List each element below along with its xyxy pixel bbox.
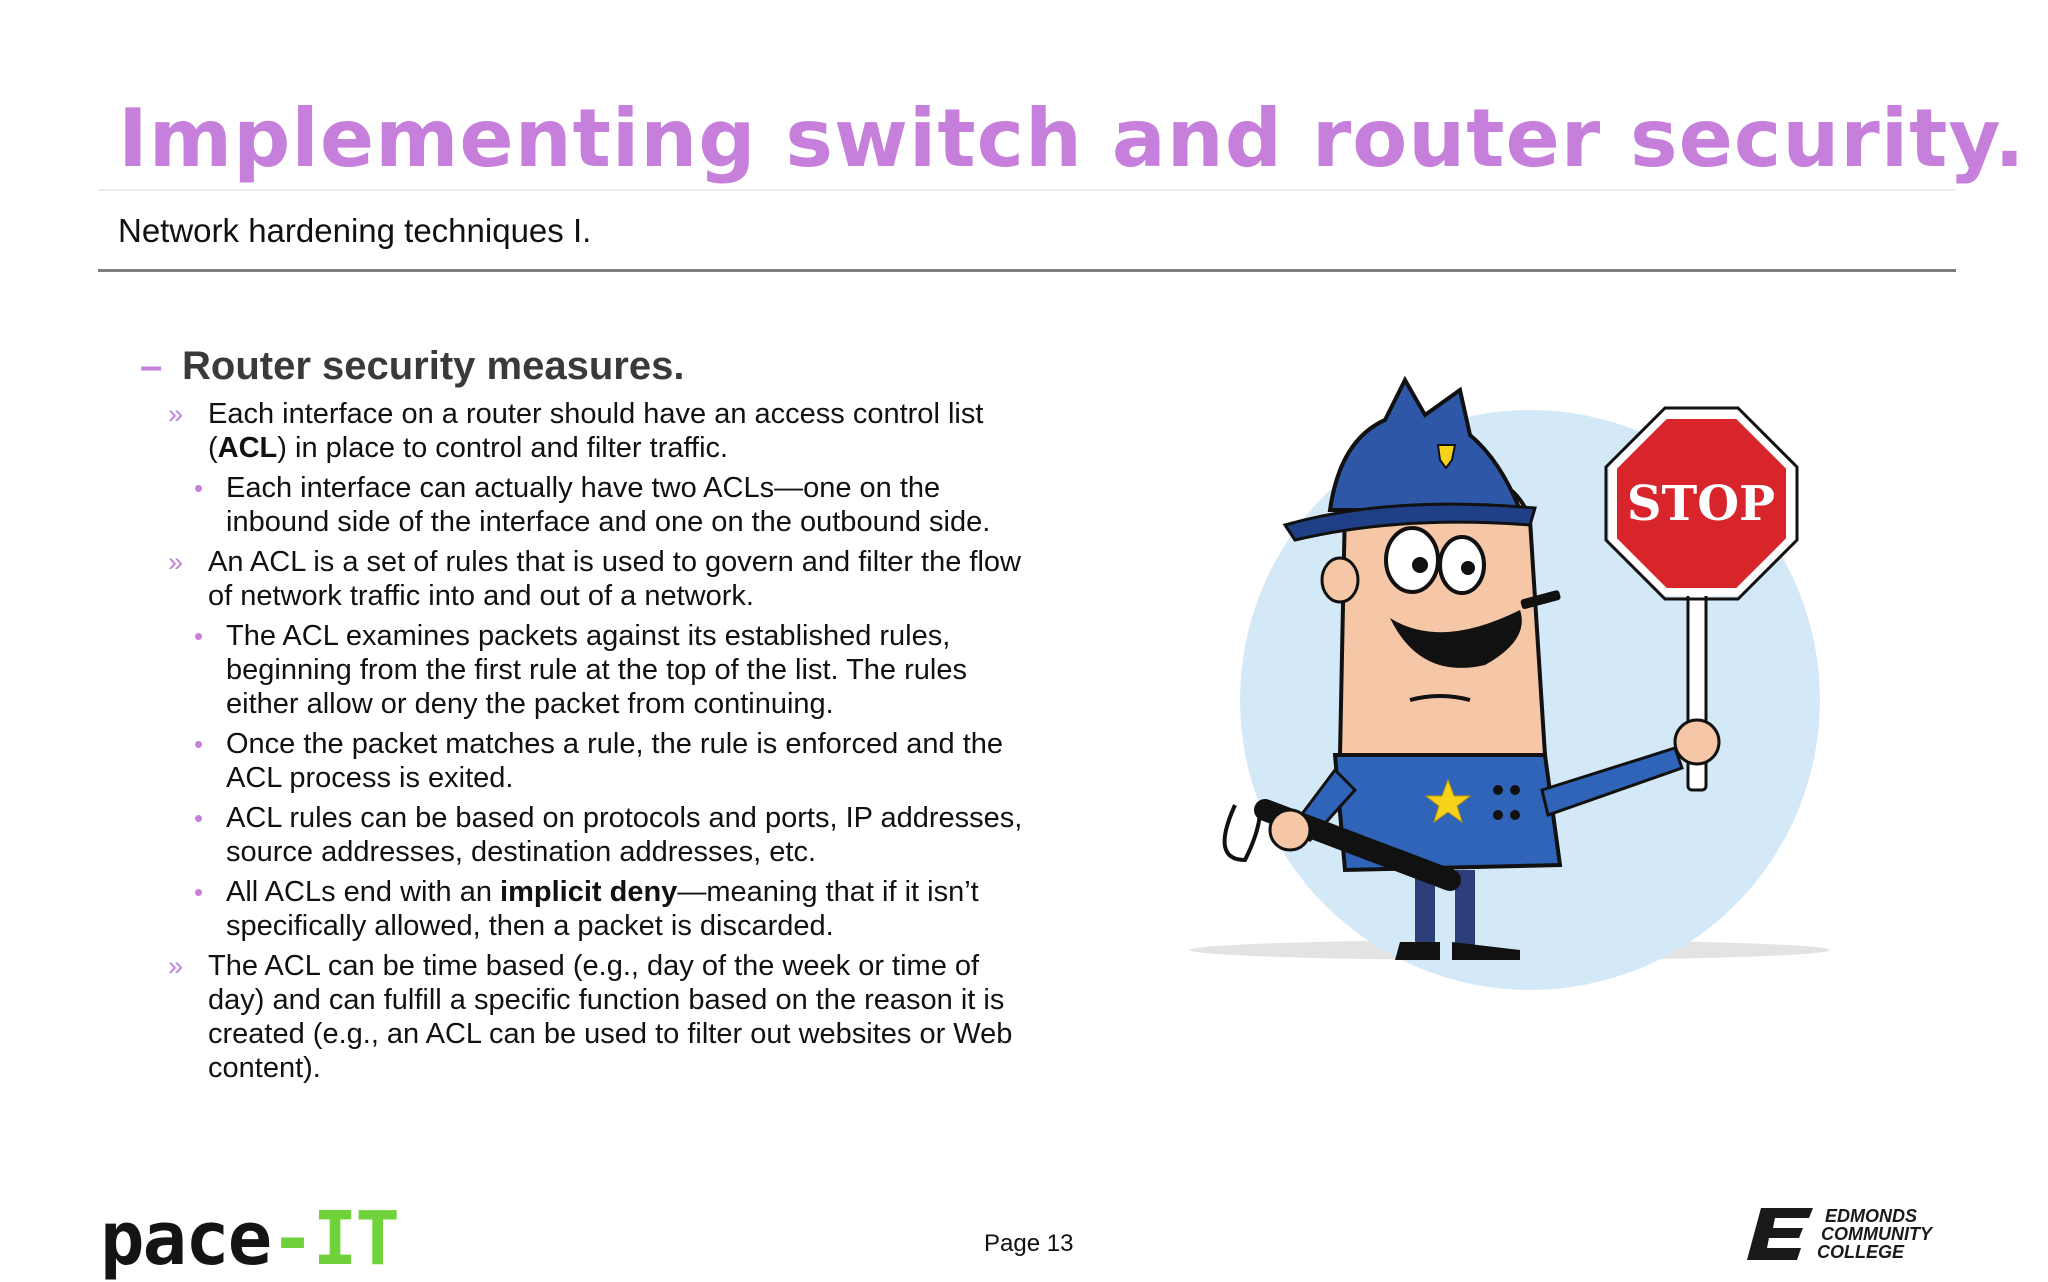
button-2 <box>1510 785 1520 795</box>
slide-content <box>140 344 1040 1091</box>
section-heading-row <box>140 344 1040 389</box>
bullet-2-sub-3-text: ACL rules can be based on protocols and ports, IP addresses, source addresses, destination addresses, etc. <box>226 802 1023 868</box>
e-mark-icon <box>1747 1208 1813 1260</box>
pupil-left <box>1412 557 1428 573</box>
bullet-2-text: An ACL is a set of rules that is used to govern and filter the flow of network traffic into and out of a network. <box>208 546 1021 612</box>
bullet-2-sub-2-text: Once the packet matches a rule, the rule is enforced and the ACL process is exited. <box>226 728 1004 794</box>
pupil-right <box>1461 561 1475 575</box>
dot-marker: • <box>194 803 204 833</box>
pace-it-logo <box>100 1196 398 1282</box>
bullet-1-text: Each interface on a router should have an access control list <box>208 398 984 430</box>
dot-marker: • <box>194 621 204 651</box>
pace-it-logo-part2: -IT <box>270 1196 398 1282</box>
shoe-left <box>1395 942 1440 960</box>
bullet-2-sub-3 <box>140 801 1040 869</box>
chevron-marker: » <box>168 399 184 429</box>
dot-marker: • <box>194 877 204 907</box>
dot-marker: • <box>194 473 204 503</box>
title-divider <box>98 189 1956 191</box>
bullet-2-sub-1-text: The ACL examines packets against its established rules, beginning from the first rule at the top of the list. The rules either allow or deny the packet from continuing. <box>226 620 967 720</box>
bullet-2-sub-2 <box>140 727 1040 795</box>
eye-left <box>1386 528 1438 592</box>
bullet-2-sub-4-bold: implicit deny <box>500 876 678 908</box>
bullet-3-text: The ACL can be time based (e.g., day of the week or time of day) and can fulfill a specific function based on the reason it is created (e.g., an ACL can be used to filter out websites or Web content). <box>208 950 1013 1084</box>
bullet-2-sub-4-post: —meaning that if it isn’t specifically allowed, then a packet is discarded. <box>226 876 979 942</box>
bullet-1-line2-post: ) in place to control and filter traffic. <box>277 432 729 464</box>
college-line3: COLLEGE <box>1817 1242 1905 1262</box>
chevron-marker: » <box>168 951 184 981</box>
slide-title: Implementing switch and router security. <box>118 92 2026 185</box>
bullet-2-sub-1 <box>140 619 1040 721</box>
college-line2: COMMUNITY <box>1821 1224 1932 1244</box>
bullet-1-sub-1-text: Each interface can actually have two ACLs—one on the inbound side of the interface and one on the outbound side. <box>226 472 991 538</box>
button-4 <box>1510 810 1520 820</box>
bullet-2-sub-4-pre: All ACLs end with an <box>226 876 501 908</box>
college-logo-mark <box>1745 1204 1955 1264</box>
chevron-marker: » <box>168 547 184 577</box>
police-officer-illustration <box>1170 360 1850 1020</box>
bullet-2 <box>140 545 1040 613</box>
hand-left <box>1270 810 1310 850</box>
bullet-1-bold: ACL <box>217 432 278 464</box>
bullet-1-sub-1 <box>140 471 1040 539</box>
bullet-2-sub-4 <box>140 875 1040 943</box>
subtitle-divider <box>98 269 1956 272</box>
bullet-1 <box>140 397 1040 465</box>
slide-subtitle: Network hardening techniques I. <box>118 212 592 249</box>
edmonds-college-logo <box>1745 1204 1955 1269</box>
pace-it-logo-part1: pace <box>100 1196 271 1282</box>
dot-marker: • <box>194 729 204 759</box>
page-number: Page 13 <box>984 1230 1074 1257</box>
fist <box>1675 720 1719 764</box>
bullet-3 <box>140 949 1040 1085</box>
dash-marker: – <box>140 344 163 388</box>
college-line1: EDMONDS <box>1825 1206 1918 1226</box>
bullet-1-line2-pre: ( <box>208 432 218 464</box>
section-heading: Router security measures. <box>182 344 685 388</box>
button-3 <box>1493 810 1503 820</box>
stop-sign-text: STOP <box>1626 476 1776 532</box>
ear <box>1322 558 1358 602</box>
button-1 <box>1493 785 1503 795</box>
